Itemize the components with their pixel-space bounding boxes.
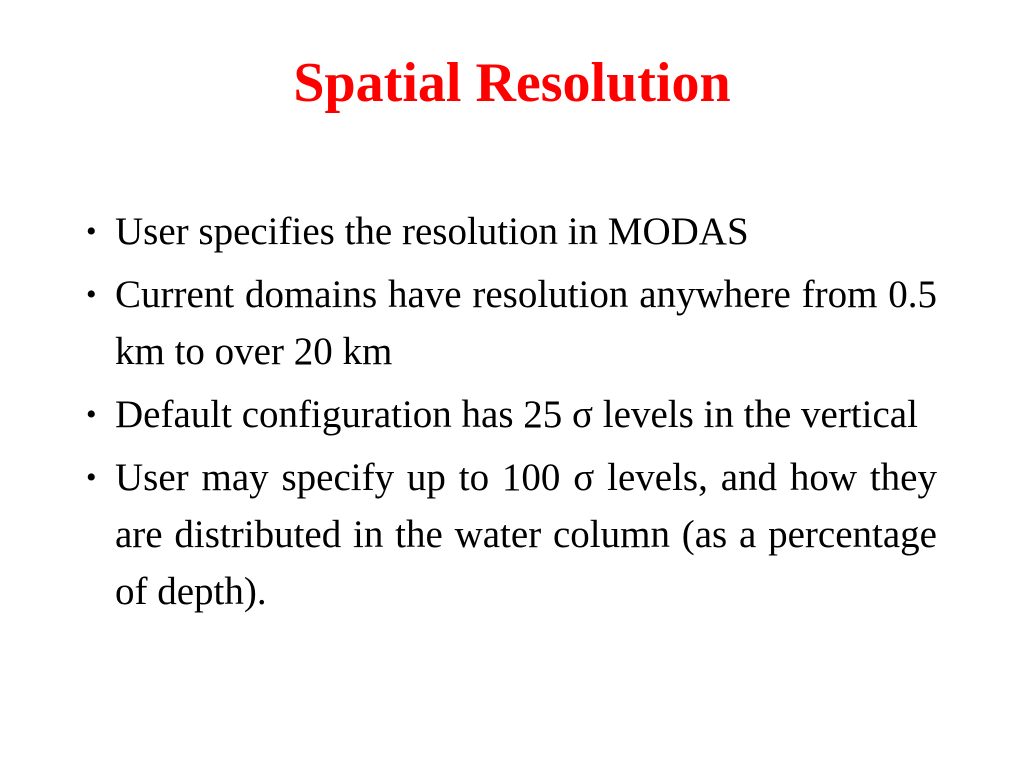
bullet-list — [86, 203, 937, 626]
bullet-text: Current domains have resolution anywhere from 0.5 km to over 20 km — [115, 273, 937, 373]
bullet-item — [86, 203, 937, 260]
bullet-marker-icon: • — [86, 215, 97, 248]
bullet-marker-icon: • — [86, 461, 97, 494]
bullet-marker-icon: • — [86, 398, 97, 431]
bullet-text: User specifies the resolution in MODAS — [115, 210, 749, 253]
bullet-item — [86, 449, 937, 620]
bullet-item — [86, 386, 937, 443]
bullet-text: User may specify up to 100 σ levels, and how they are distributed in the water column (as a percentage of depth). — [115, 456, 937, 613]
bullet-text: Default configuration has 25 σ levels in the vertical — [115, 393, 918, 436]
slide-title: Spatial Resolution — [293, 52, 731, 114]
bullet-marker-icon: • — [86, 278, 97, 311]
bullet-item — [86, 266, 937, 380]
